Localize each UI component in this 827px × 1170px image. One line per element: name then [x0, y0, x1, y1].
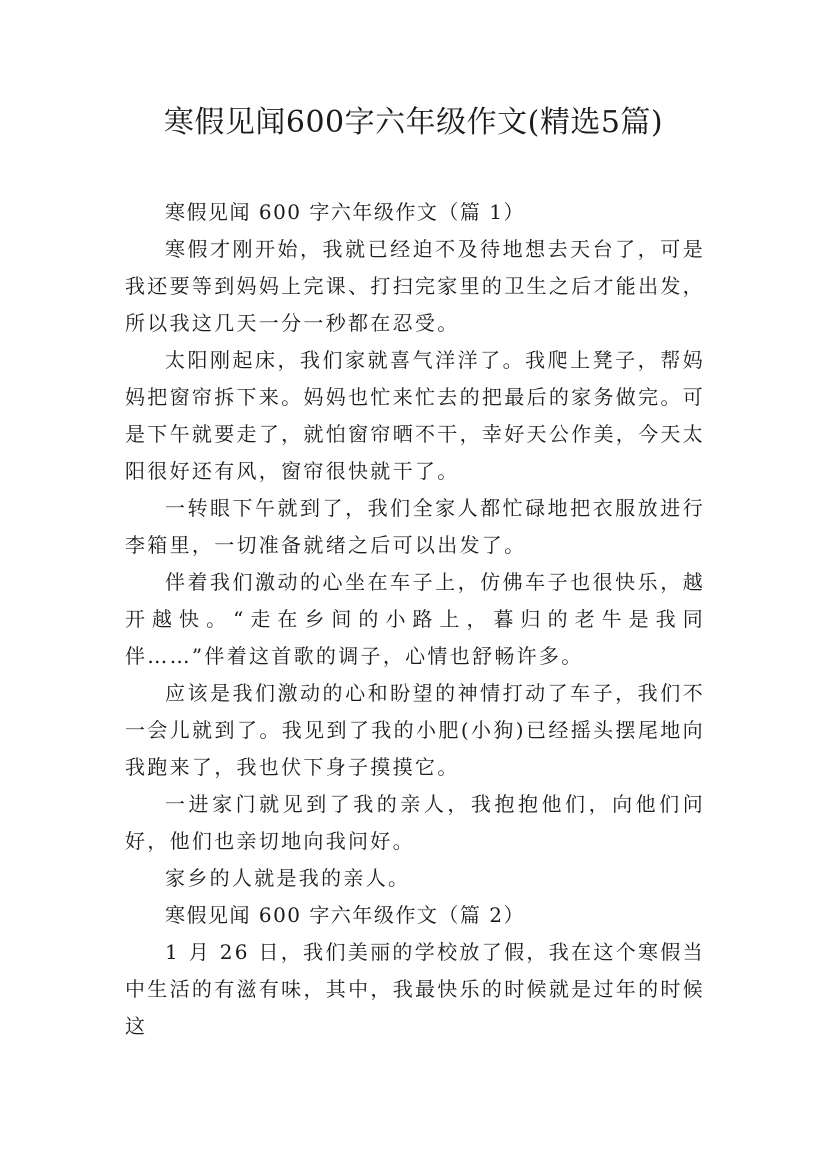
document-title: 寒假见闻600字六年级作文(精选5篇) — [163, 105, 664, 140]
paragraph: 应该是我们激动的心和盼望的神情打动了车子，我们不一会儿就到了。我见到了我的小肥(小狗)已经摇头摆尾地向我跑来了，我也伏下身子摸摸它。 — [125, 681, 705, 779]
paragraph: 寒假才刚开始，我就已经迫不及待地想去天台了，可是我还要等到妈妈上完课、打扫完家里的卫生之后才能出发，所以我这几天一分一秒都在忍受。 — [125, 237, 705, 335]
paragraph: 一进家门就见到了我的亲人，我抱抱他们，向他们问好，他们也亲切地向我问好。 — [125, 792, 705, 853]
section-heading-1: 寒假见闻 600 字六年级作文（篇 1） — [165, 200, 525, 224]
paragraph: 伴着我们激动的心坐在车子上，仿佛车子也很快乐，越开越快。“走在乡间的小路上，暮归的老牛是我同伴……”伴着这首歌的调子，心情也舒畅许多。 — [125, 570, 705, 668]
document-body — [125, 194, 705, 1045]
paragraph: 家乡的人就是我的亲人。 — [165, 866, 411, 890]
paragraph: 一转眼下午就到了，我们全家人都忙碌地把衣服放进行李箱里，一切准备就绪之后可以出发了。 — [125, 496, 705, 557]
paragraph: 1 月 26 日，我们美丽的学校放了假，我在这个寒假当中生活的有滋有味，其中，我最快乐的时候就是过年的时候这 — [125, 940, 705, 1038]
section-heading-2: 寒假见闻 600 字六年级作文（篇 2） — [165, 903, 525, 927]
paragraph: 太阳刚起床，我们家就喜气洋洋了。我爬上凳子，帮妈妈把窗帘拆下来。妈妈也忙来忙去的把最后的家务做完。可是下午就要走了，就怕窗帘晒不干，幸好天公作美，今天太阳很好还有风，窗帘很快就干了。 — [125, 348, 705, 483]
